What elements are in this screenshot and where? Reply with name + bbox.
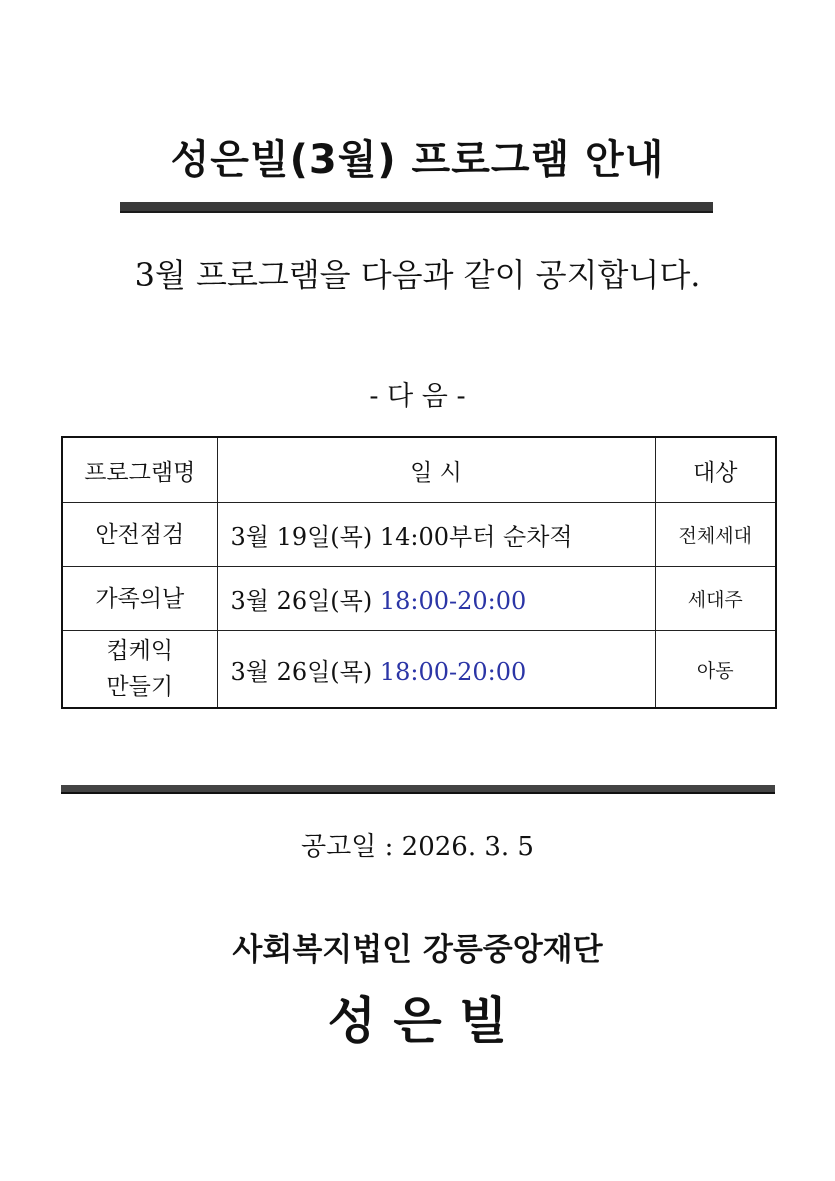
date-text: 3월 26일(목) — [230, 587, 373, 615]
document-title: 성은빌(3월) 프로그램 안내 — [170, 137, 665, 183]
organization-name: 성 은 빌 — [327, 992, 508, 1050]
table-row — [62, 631, 776, 709]
following-heading: - 다 음 - — [369, 381, 466, 412]
datetime-cell — [217, 503, 655, 567]
table-header-row — [62, 437, 776, 503]
program-name-line: 만들기 — [106, 674, 174, 700]
program-name-cell: 안전점검 — [62, 503, 217, 567]
foundation-name: 사회복지법인 강릉중앙재단 — [232, 932, 603, 968]
table-row — [62, 567, 776, 631]
target-cell: 세대주 — [655, 567, 776, 631]
date-text: 3월 19일(목) — [230, 523, 373, 551]
table-row — [62, 503, 776, 567]
program-name-cell: 가족의날 — [62, 567, 217, 631]
title-underline-bar — [120, 202, 713, 213]
program-name-line: 컵케익 — [106, 638, 174, 664]
datetime-cell — [217, 631, 655, 709]
time-text: 14:00부터 순차적 — [379, 523, 573, 551]
target-cell: 전체세대 — [655, 503, 776, 567]
time-text: 18:00-20:00 — [379, 657, 527, 686]
program-name-cell — [62, 631, 217, 709]
program-schedule-table — [61, 436, 777, 709]
target-cell: 아동 — [655, 631, 776, 709]
separator-bar — [61, 785, 775, 794]
datetime-cell — [217, 567, 655, 631]
header-datetime: 일 시 — [217, 437, 655, 503]
header-program-name: 프로그램명 — [62, 437, 217, 503]
intro-text: 3월 프로그램을 다음과 같이 공지합니다. — [134, 256, 701, 294]
notice-date: 공고일 : 2026. 3. 5 — [301, 832, 534, 862]
date-text: 3월 26일(목) — [230, 657, 373, 686]
header-target: 대상 — [655, 437, 776, 503]
time-text: 18:00-20:00 — [379, 587, 527, 615]
